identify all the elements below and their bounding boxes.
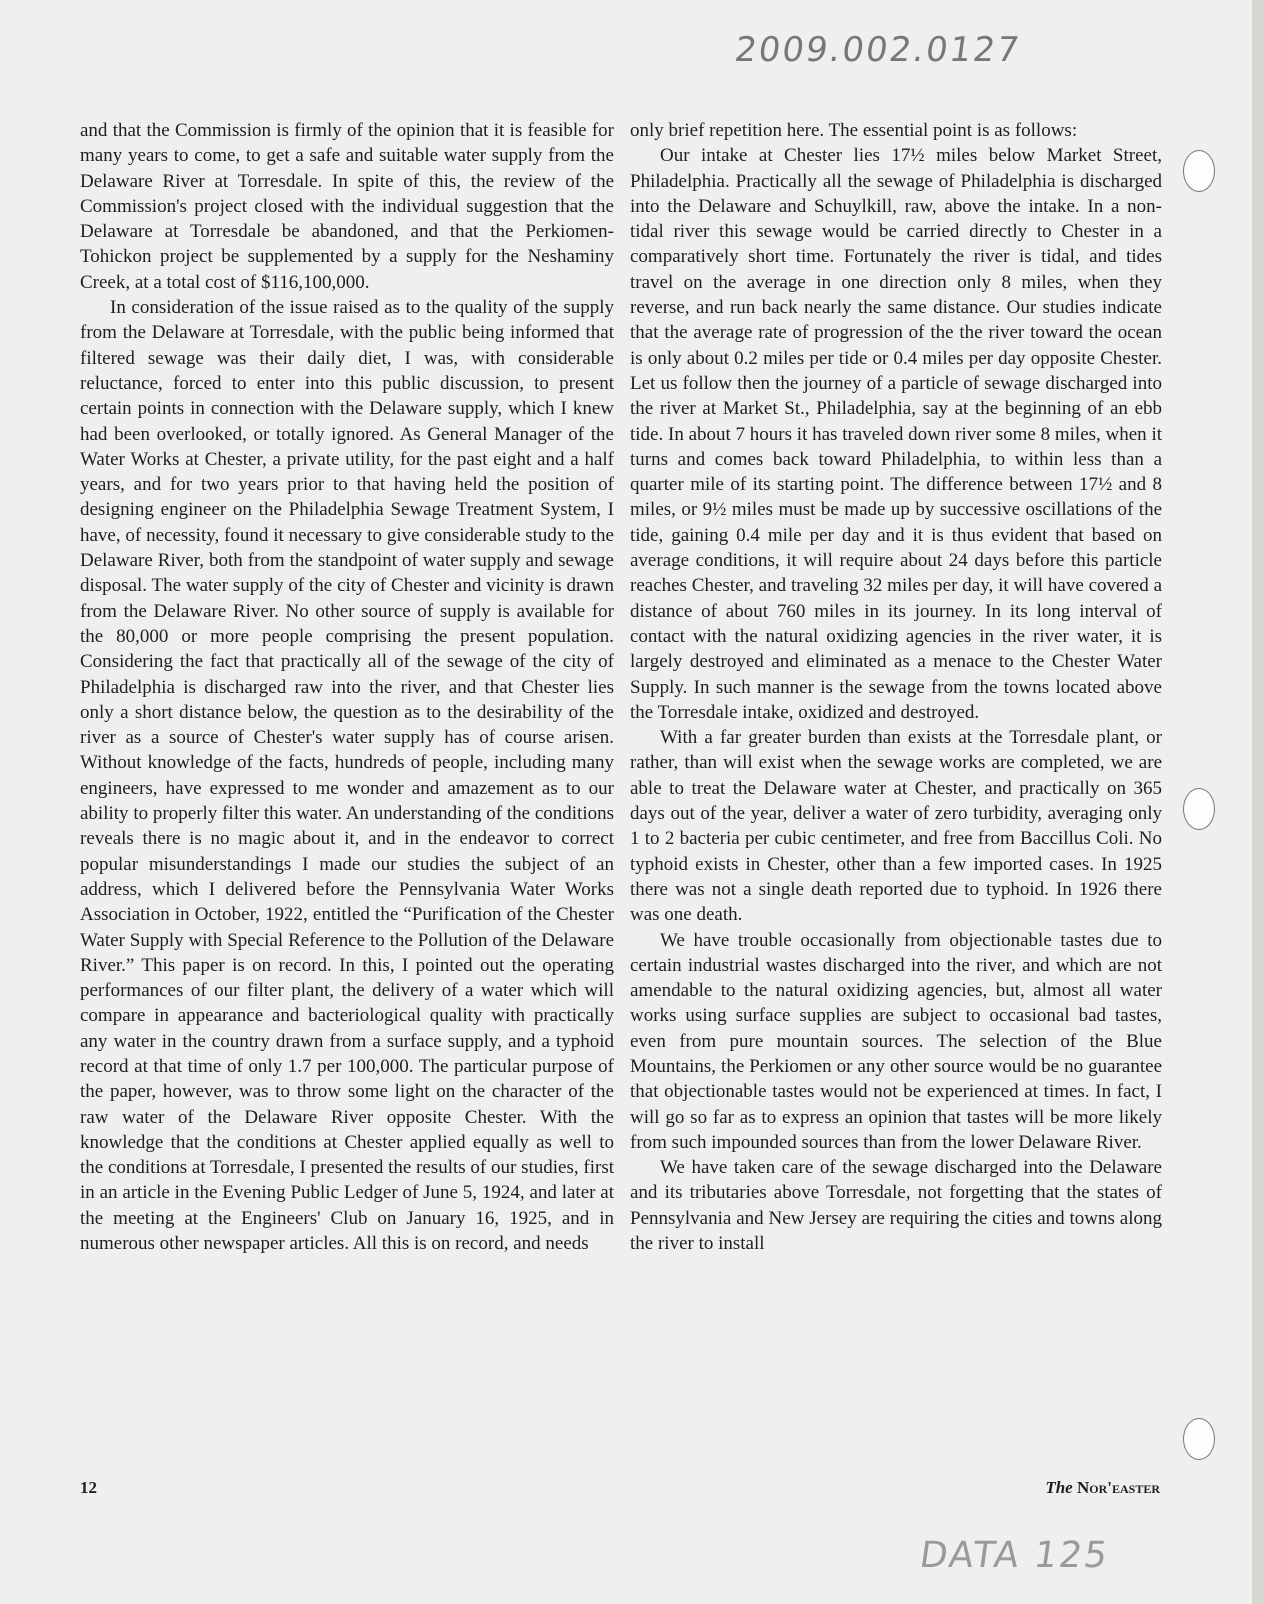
- handwritten-accession-number: 2009.002.0127: [732, 30, 1024, 70]
- punch-hole-middle: [1183, 788, 1215, 830]
- punch-hole-top: [1183, 150, 1215, 192]
- punch-hole-bottom: [1183, 1418, 1215, 1460]
- paragraph: only brief repetition here. The essential point is as follows:: [630, 120, 1078, 141]
- handwritten-data-note: DATA 125: [917, 1535, 1112, 1576]
- binding-edge: [1252, 0, 1264, 1604]
- right-text-column: [630, 118, 1162, 1256]
- paragraph: and that the Commission is firmly of the opinion that it is feasible for many years to come, to get a safe and suitable water supply from the Delaware River at Torresdale. In spite of this, the review of the Commission's project closed with the individual suggestion that the Delaware at Torresdale be abandoned, and that the Perkiomen-Tohickon project be supplemented by a supply for the Neshaminy Creek, at a total cost of $116,100,000.: [80, 120, 614, 293]
- publication-name: Nor'easter: [1076, 1478, 1160, 1497]
- page-number: 12: [80, 1478, 97, 1497]
- footer-article: The: [1045, 1478, 1073, 1497]
- paragraph: We have trouble occasionally from objectionable tastes due to certain industrial wastes discharged into the river, and which are not amendable to the natural oxidizing agencies, but, almost all water works using surface supplies are subject to occasional bad tastes, even from pure mountain sources. The selection of the Blue Mountains, the Perkiomen or any other source would be no guarantee that objectionable tastes would not be experienced at times. In fact, I will go so far as to express an opinion that tastes will be more likely from such impounded sources than from the lower Delaware River.: [630, 929, 1162, 1153]
- left-text-column: [80, 118, 614, 1256]
- paragraph: In consideration of the issue raised as to the quality of the supply from the Delaware at Torresdale, with the public being informed that filtered sewage was their daily diet, I was, with considerable reluctance, forced to enter into this public discussion, to present certain points in connection with the Delaware supply, which I knew had been overlooked, or totally ignored. As General Manager of the Water Works at Chester, a private utility, for the past eight and a half years, and for two years prior to that having held the position of designing engineer on the Philadelphia Sewage Treatment System, I have, of necessity, found it necessary to give considerable study to the Delaware River, both from the standpoint of water supply and sewage disposal. The water supply of the city of Chester and vicinity is drawn from the Delaware River. No other source of supply is available for the 80,000 or more people comprising the present population. Considering the fact that practically all of the sewage of the city of Philadelphia is discharged raw into the river, and that Chester lies only a short distance below, the question as to the desirability of the river as a source of Chester's water supply has of course arisen. Without knowledge of the facts, hundreds of people, including many engineers, have expressed to me wonder and amazement as to our ability to properly filter this water. An understanding of the conditions reveals there is no magic about it, and in the endeavor to correct popular misunderstandings I made our studies the subject of an address, which I delivered before the Pennsylvania Water Works Association in October, 1922, entitled the “Purification of the Chester Water Supply with Special Reference to the Pollution of the Delaware River.” This paper is on record. In this, I pointed out the operating performances of our filter plant, the delivery of a water which will compare in appearance and bacteriological quality with practically any water in the country drawn from a surface supply, and a typhoid record at that time of only 1.7 per 100,000. The particular purpose of the paper, however, was to throw some light on the character of the raw water of the Delaware River opposite Chester. With the knowledge that the conditions at Chester applied equally as well to the conditions at Torresdale, I presented the results of our studies, first in an article in the Evening Public Ledger of June 5, 1924, and later at the meeting at the Engineers' Club on January 16, 1925, and in numerous other newspaper articles. All this is on record, and needs: [80, 297, 614, 1255]
- paragraph: We have taken care of the sewage discharged into the Delaware and its tributaries above Torresdale, not forgetting that the states of Pennsylvania and New Jersey are requiring the cities and towns along the river to install: [630, 1157, 1162, 1255]
- paragraph: Our intake at Chester lies 17½ miles below Market Street, Philadelphia. Practically all the sewage of Philadelphia is discharged into the Delaware and Schuylkill, raw, above the intake. In a non-tidal river this sewage would be carried directly to Chester in a comparatively short time. Fortunately the river is tidal, and tides travel on the average in one direction only 8 miles, when they reverse, and run back nearly the same distance. Our studies indicate that the average rate of progression of the the river toward the ocean is only about 0.2 miles per tide or 0.4 miles per day opposite Chester. Let us follow then the journey of a particle of sewage discharged into the river at Market St., Philadelphia, say at the beginning of an ebb tide. In about 7 hours it has traveled down river some 8 miles, when it turns and comes back toward Philadelphia, to within less than a quarter mile of its starting point. The difference between 17½ and 8 miles, or 9½ miles must be made up by successive oscillations of the tide, gaining 0.4 mile per day and it is thus evident that based on average conditions, it will require about 24 days before this particle reaches Chester, and traveling 32 miles per day, it will have covered a distance of about 760 miles in its journey. In its long interval of contact with the natural oxidizing agencies in the river water, it is largely destroyed and eliminated as a menace to the Chester Water Supply. In such manner is the sewage from the towns located above the Torresdale intake, oxidized and destroyed.: [630, 145, 1162, 723]
- publication-footer: [960, 1478, 1160, 1498]
- paragraph: With a far greater burden than exists at the Torresdale plant, or rather, than will exist when the sewage works are completed, we are able to treat the Delaware water at Chester, and practically on 365 days out of the year, deliver a water of zero turbidity, averaging only 1 to 2 bacteria per cubic centimeter, and free from Baccillus Coli. No typhoid exists in Chester, other than a few imported cases. In 1925 there was not a single death reported due to typhoid. In 1926 there was one death.: [630, 727, 1162, 926]
